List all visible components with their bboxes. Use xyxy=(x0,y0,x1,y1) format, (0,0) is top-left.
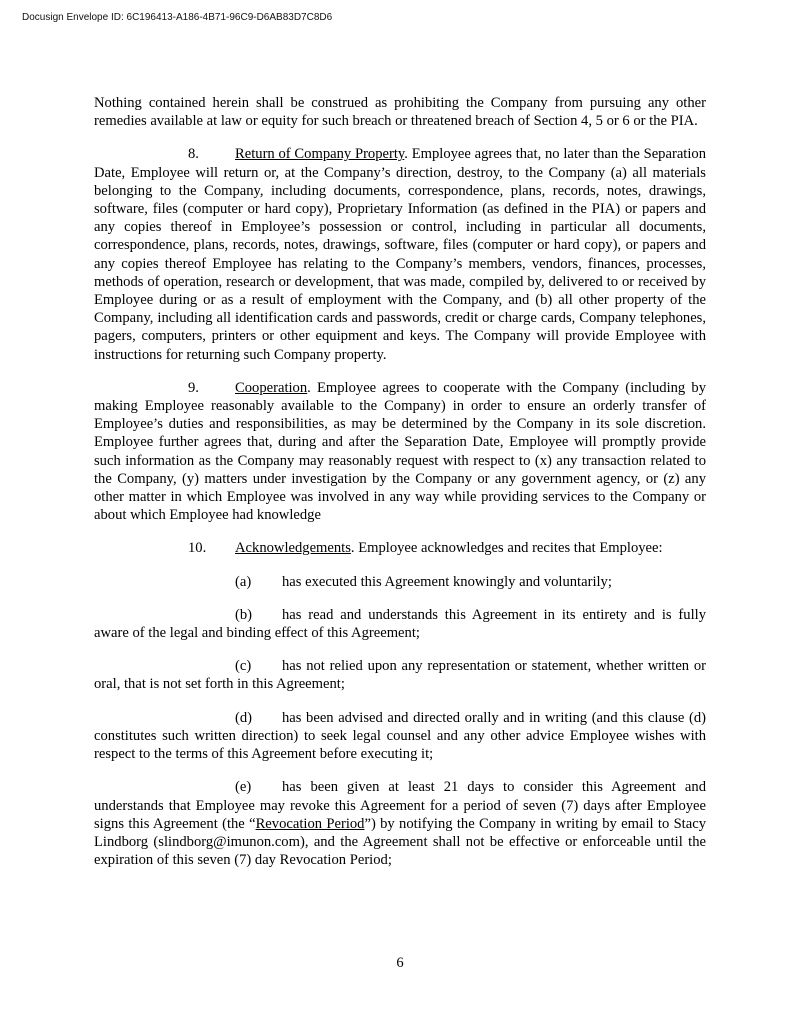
section-heading: Acknowledgements xyxy=(235,540,351,557)
item-text-before: has been given at least 21 days to consider this Agreement and understands that Employee may revoke this Agreement for a period of seven (7) days after Employee signs this Agreement (the “ xyxy=(94,779,706,832)
document-body xyxy=(94,94,706,884)
section-heading: Return of Company Property xyxy=(235,146,405,163)
intro-paragraph: Nothing contained herein shall be construed as prohibiting the Company from pursuing any other remedies available at law or equity for such breach or threatened breach of Section 4, 5 or 6 or the PIA. xyxy=(94,95,706,130)
item-label: (b) xyxy=(235,606,253,623)
item-text-after: ”) by notifying the Company in writing by email to Stacy Lindborg (slindborg@imunon.com), and the Agreement shall not be effective or enforceable until the expiration of this seven (7) day Revocation Period; xyxy=(94,815,706,869)
envelope-id: Docusign Envelope ID: 6C196413-A186-4B71-96C9-D6AB83D7C8D6 xyxy=(22,12,333,23)
ack-item-d xyxy=(94,709,706,764)
section-10 xyxy=(94,539,706,557)
section-text: . Employee agrees that, no later than the Separation Date, Employee will return or, at the Company’s direction, destroy, to the Company (a) all materials belonging to the Company, including documents, correspondence, plans, records, notes, drawings, software, files (computer or hard copy), Proprietary Information (as defined in the PIA) or papers and any copies thereof in Employee’s possession or control, including in particular all documents, correspondence, plans, records, notes, drawings, software, files (computer or hard copy), or papers and any copies thereof Employee has relating to the Company’s members, vendors, finances, processes, methods of operation, research or development, that was made, compiled by, delivered to or received by Employee during or as a result of employment with the Company, and (b) all other property of the Company, including all identification cards and passwords, credit or charge cards, Company telephones, pagers, computers, printers or other equipment and keys. The Company will provide Employee with instructions for returning such Company property. xyxy=(94,146,706,363)
section-number: 10. xyxy=(188,540,207,557)
section-number: 9. xyxy=(188,379,199,396)
item-text: has read and understands this Agreement in its entirety and is fully aware of the legal and binding effect of this Agreement; xyxy=(94,606,706,642)
item-text: has executed this Agreement knowingly and voluntarily; xyxy=(282,573,612,590)
ack-item-e xyxy=(94,778,706,869)
item-label: (d) xyxy=(235,709,253,726)
item-text: has been advised and directed orally and in writing (and this clause (d) constitutes such written direction) to seek legal counsel and any other advice Employee wishes with respect to the terms of this Agreement before executing it; xyxy=(94,709,706,763)
section-number: 8. xyxy=(188,146,199,163)
page-number: 6 xyxy=(396,955,404,971)
ack-item-c xyxy=(94,657,706,693)
section-8 xyxy=(94,145,706,363)
ack-item-a xyxy=(94,573,706,591)
section-text: . Employee agrees to cooperate with the Company (including by making Employee reasonably available to the Company) in order to ensure an orderly transfer of Employee’s duties and responsibilities, as may be determined by the Company in its sole discretion. Employee further agrees that, during and after the Separation Date, Employee will promptly provide such information as the Company may reasonably request with respect to (x) any transaction related to the Company, (y) matters under investigation by the Company or any government agency, or (z) any other matter in which Employee was involved in any way while providing services to the Company or about which Employee had knowledge xyxy=(94,379,706,524)
item-label: (e) xyxy=(235,779,252,796)
item-text: has not relied upon any representation or statement, whether written or oral, that is not set forth in this Agreement; xyxy=(94,658,706,693)
section-text: . Employee acknowledges and recites that Employee: xyxy=(350,540,663,557)
item-label: (a) xyxy=(235,573,252,590)
section-9 xyxy=(94,379,706,525)
item-label: (c) xyxy=(235,658,252,675)
defined-term: Revocation Period xyxy=(255,815,365,832)
section-heading: Cooperation xyxy=(235,379,308,396)
ack-item-b xyxy=(94,606,706,642)
